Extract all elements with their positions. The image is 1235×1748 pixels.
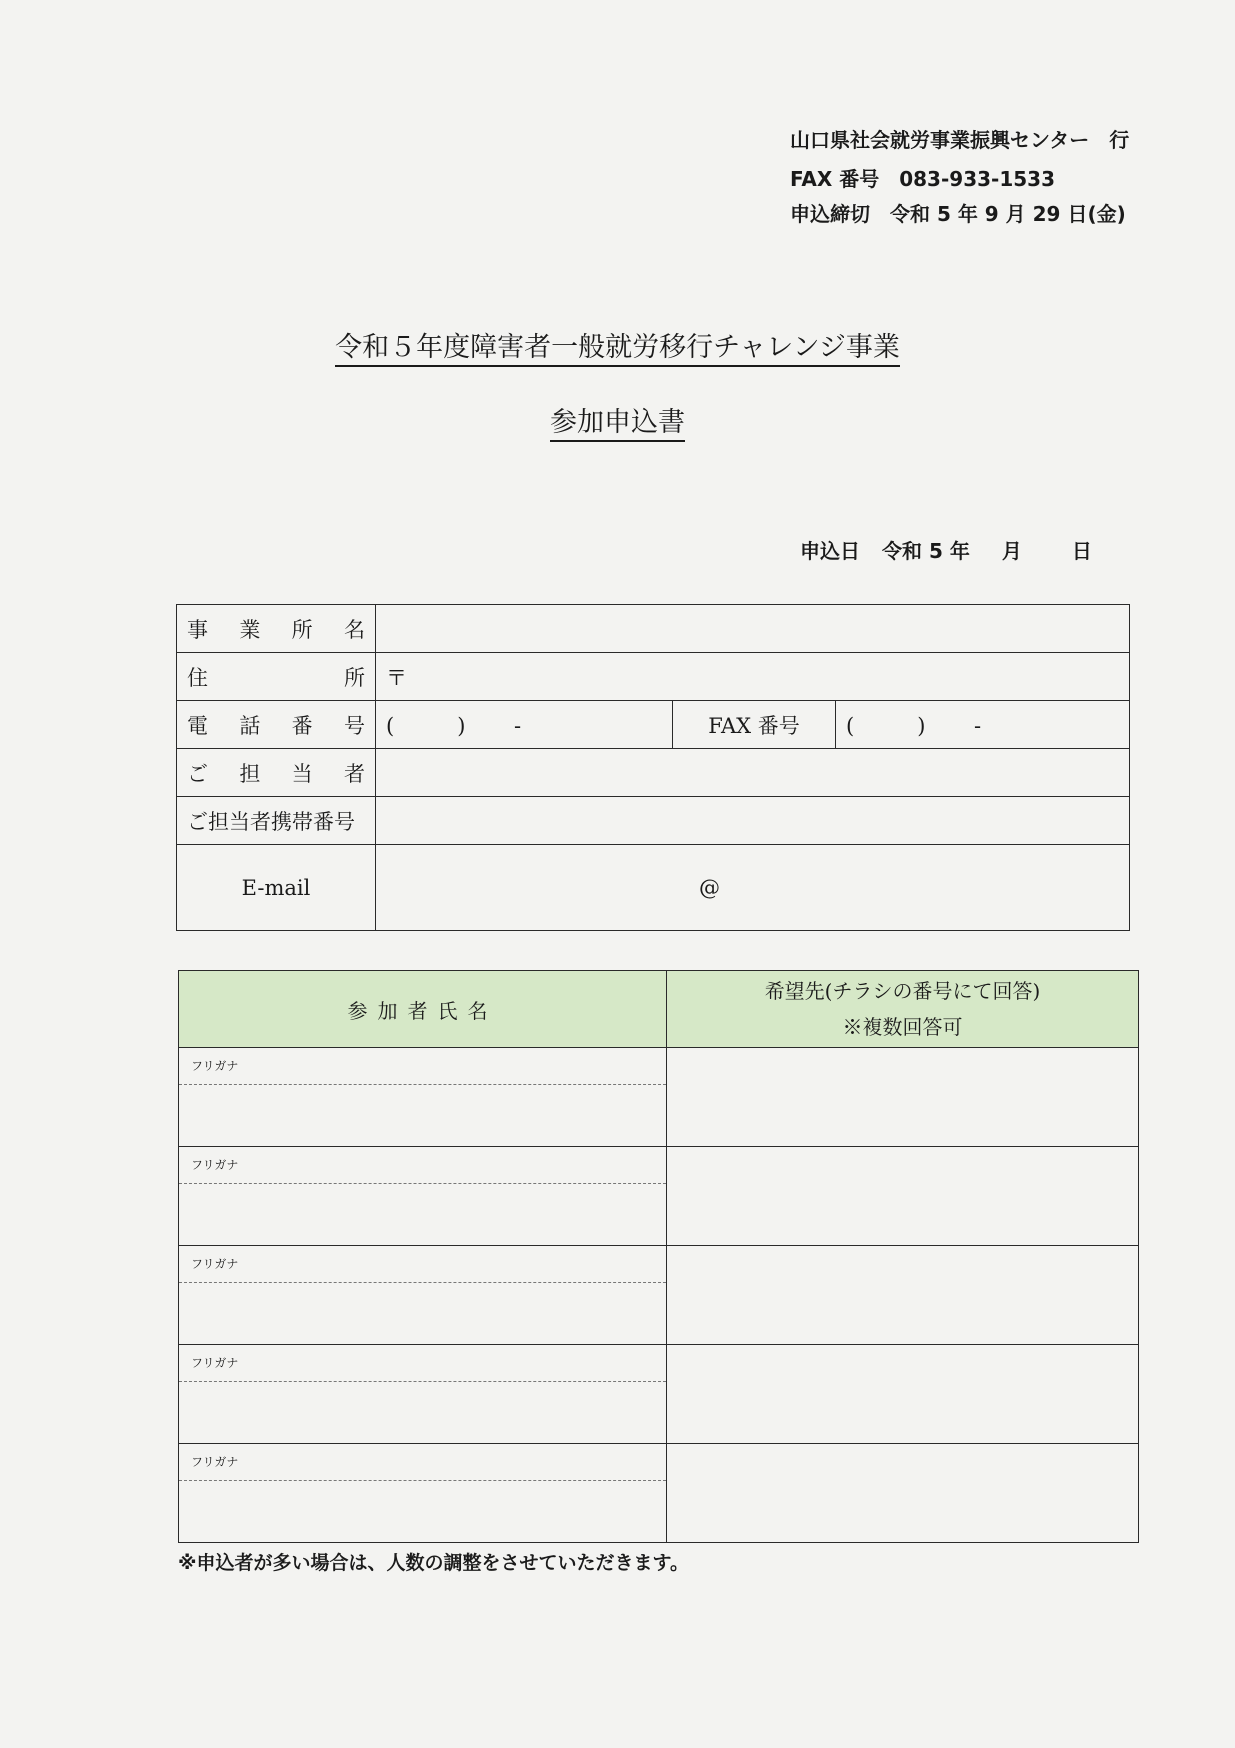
document-subtitle: 参加申込書 — [0, 400, 1235, 439]
application-date-label: 申込日 — [800, 539, 860, 563]
office-name-label: 事 業 所 名 — [177, 605, 376, 653]
contact-person-field[interactable] — [376, 749, 1130, 797]
email-field[interactable] — [376, 845, 1130, 931]
postal-mark: 〒 — [386, 665, 407, 690]
application-date-day: 日 — [1071, 539, 1092, 563]
participant-name-header: 参加者氏名 — [179, 971, 667, 1048]
furigana-label: フリガナ — [179, 1444, 666, 1481]
participant-name-cell[interactable] — [179, 1048, 667, 1147]
participant-name-cell[interactable] — [179, 1147, 667, 1246]
application-date-month: 月 — [1001, 539, 1022, 563]
furigana-label: フリガナ — [179, 1147, 666, 1184]
preference-cell[interactable] — [667, 1246, 1139, 1345]
furigana-label: フリガナ — [179, 1246, 666, 1283]
mobile-number-field[interactable] — [376, 797, 1130, 845]
application-date-year: 令和 5 年 — [882, 539, 970, 563]
participant-name-cell[interactable] — [179, 1444, 667, 1543]
fax-number-line: FAX 番号 083-933-1533 — [790, 167, 1055, 191]
at-mark: @ — [699, 875, 720, 900]
fax-label: FAX 番号 — [673, 701, 836, 749]
application-date — [800, 535, 1092, 564]
address-label: 住 所 — [177, 653, 376, 701]
footnote: ※申込者が多い場合は、人数の調整をさせていただきます。 — [178, 1552, 689, 1574]
email-label: E-mail — [177, 845, 376, 931]
preference-cell[interactable] — [667, 1147, 1139, 1246]
preference-cell[interactable] — [667, 1444, 1139, 1543]
office-name-field[interactable] — [376, 605, 1130, 653]
document-title: 令和５年度障害者一般就労移行チャレンジ事業 — [0, 325, 1235, 364]
preference-header: 希望先(チラシの番号にて回答) ※複数回答可 — [667, 971, 1139, 1048]
phone-label: 電 話 番 号 — [177, 701, 376, 749]
furigana-label: フリガナ — [179, 1048, 666, 1085]
participant-table — [178, 970, 1139, 1543]
phone-field[interactable]: ( ) - — [376, 701, 673, 749]
applicant-info-table — [176, 604, 1130, 931]
recipient-line: 山口県社会就労事業振興センター 行 — [790, 128, 1130, 152]
preference-cell[interactable] — [667, 1345, 1139, 1444]
fax-field[interactable]: ( ) - — [836, 701, 1130, 749]
participant-name-cell[interactable] — [179, 1345, 667, 1444]
deadline-line: 申込締切 令和 5 年 9 月 29 日(金) — [790, 202, 1126, 226]
participant-name-cell[interactable] — [179, 1246, 667, 1345]
address-field[interactable] — [376, 653, 1130, 701]
contact-person-label: ご 担 当 者 — [177, 749, 376, 797]
preference-cell[interactable] — [667, 1048, 1139, 1147]
mobile-number-label: ご担当者携帯番号 — [177, 797, 376, 845]
furigana-label: フリガナ — [179, 1345, 666, 1382]
